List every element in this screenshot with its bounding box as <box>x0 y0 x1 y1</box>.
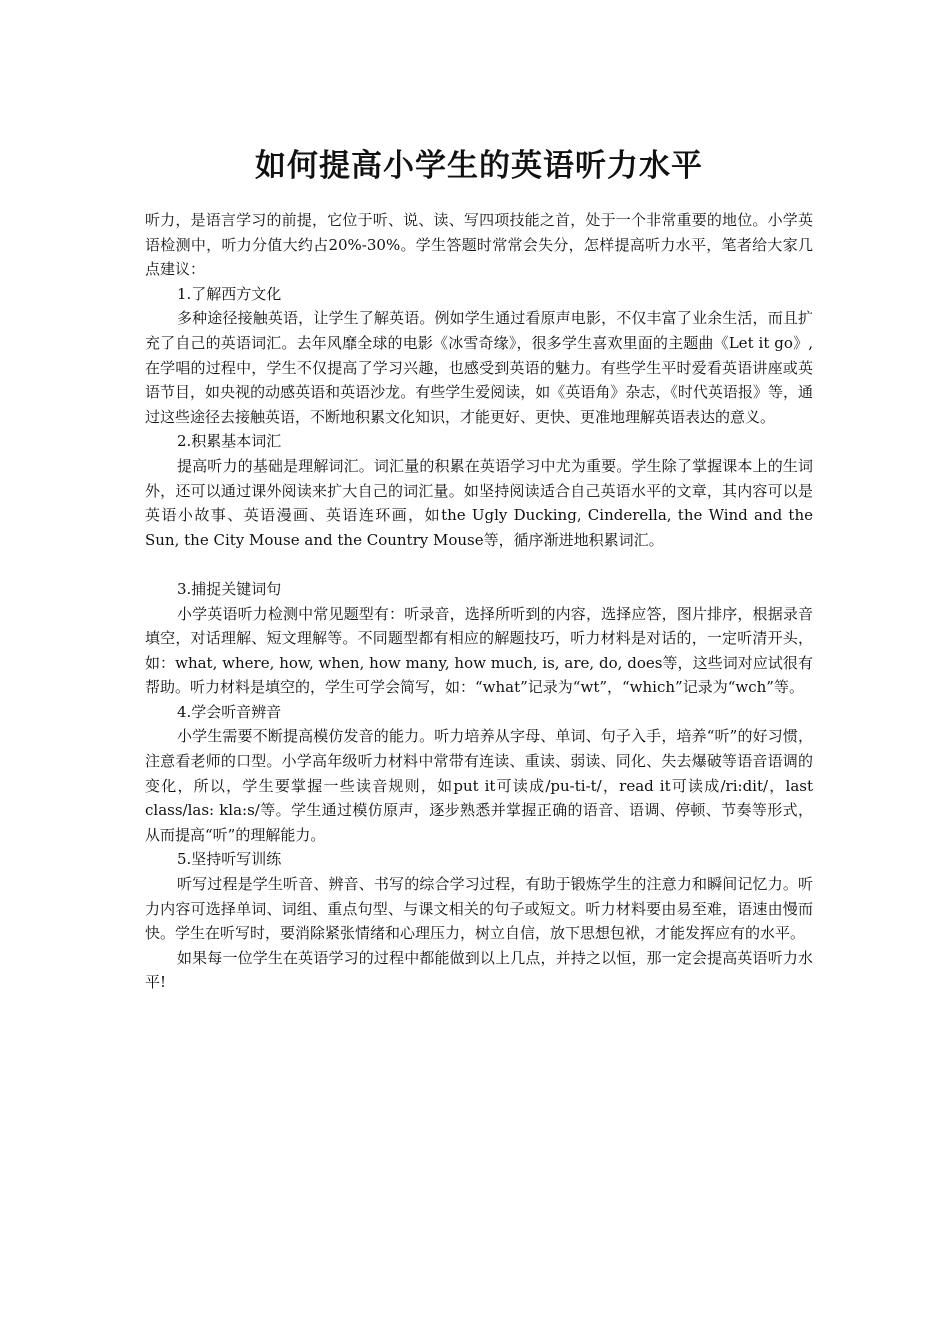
section-heading-2: 2.积累基本词汇 <box>177 432 282 451</box>
section-body-3: 小学英语听力检测中常见题型有：听录音，选择所听到的内容，选择应答，图片排序，根据录音填空，对话理解、短文理解等。不同题型都有相应的解题技巧，听力材料是对话的，一定听清开头，如：what, where, how, when, how many, how much, is, are, do, does等，这些词对应试很有帮助。听力材料是填空的，学生可学会简写，如：“what”记录为“wt”，“which”记录为“wch”等。 <box>145 604 813 697</box>
section-heading-3: 3.捕捉关键词句 <box>177 579 282 598</box>
section-body-5: 听写过程是学生听音、辨音、书写的综合学习过程，有助于锻炼学生的注意力和瞬间记忆力。听力内容可选择单词、词组、重点句型、与课文相关的句子或短文。听力材料要由易至难，语速由慢而快。学生在听写时，要消除紧张情绪和心理压力，树立自信，放下思想包袱，才能发挥应有的水平。 <box>145 875 813 943</box>
blank-line <box>145 552 813 577</box>
section-body-2: 提高听力的基础是理解词汇。词汇量的积累在英语学习中尤为重要。学生除了掌握课本上的生词外，还可以通过课外阅读来扩大自己的词汇量。如坚持阅读适合自己英语水平的文章，其内容可以是英语小故事、英语漫画、英语连环画，如the Ugly Ducking, Cinderella, the Wind and the Sun, the City Mouse and the Country Mouse等，循序渐进地积累词汇。 <box>145 456 813 549</box>
section-heading-4: 4.学会听音辨音 <box>177 702 282 721</box>
section-heading-1: 1.了解西方文化 <box>177 284 282 303</box>
page-title: 如何提高小学生的英语听力水平 <box>255 148 703 184</box>
conclusion-paragraph: 如果每一位学生在英语学习的过程中都能做到以上几点，并持之以恒，那一定会提高英语听力水平! <box>145 948 813 992</box>
section-body-1: 多种途径接触英语，让学生了解英语。例如学生通过看原声电影，不仅丰富了业余生活，而且扩充了自己的英语词汇。去年风靡全球的电影《冰雪奇缘》，很多学生喜欢里面的主题曲《Let it go》,在学唱的过程中，学生不仅提高了学习兴趣，也感受到英语的魅力。有些学生平时爱看英语讲座或英语节目，如央视的动感英语和英语沙龙。有些学生爱阅读，如《英语角》杂志，《时代英语报》等，通过这些途径去接触英语，不断地积累文化知识，才能更好、更快、更准地理解英语表达的意义。 <box>145 309 813 426</box>
intro-paragraph: 听力，是语言学习的前提，它位于听、说、读、写四项技能之首，处于一个非常重要的地位。小学英语检测中，听力分值大约占20%-30%。学生答题时常常会失分，怎样提高听力水平，笔者给大家几点建议： <box>145 211 813 279</box>
section-heading-5: 5.坚持听写训练 <box>177 850 282 869</box>
section-body-4: 小学生需要不断提高模仿发音的能力。听力培养从字母、单词、句子入手，培养“听”的好习惯，注意看老师的口型。小学高年级听力材料中常带有连读、重读、弱读、同化、失去爆破等语音语调的变化，所以，学生要掌握一些读音规则，如put it可读成/pu-ti-t/，read it可读成/ri:dit/，last class/las: kla:s/等。学生通过模仿原声，逐步熟悉并掌握正确的语音、语调、停顿、节奏等形式，从而提高“听”的理解能力。 <box>145 727 813 844</box>
document-page <box>145 140 813 995</box>
